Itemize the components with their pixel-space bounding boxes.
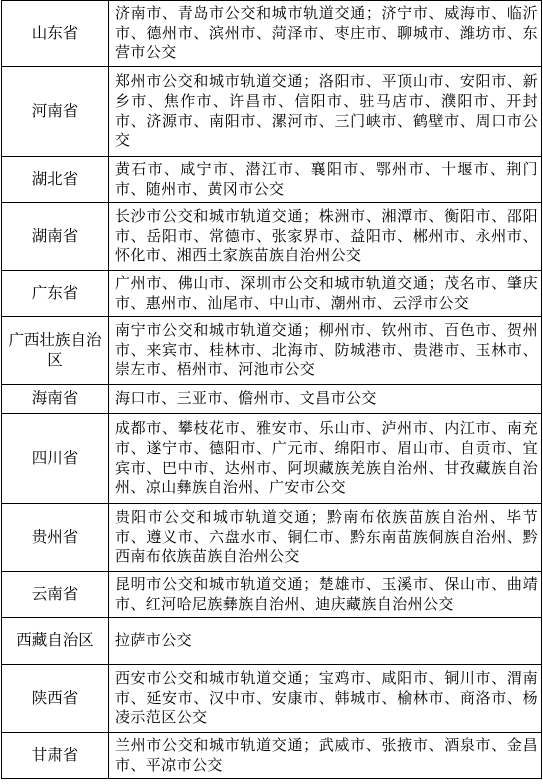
cities-cell: 西安市公交和城市轨道交通；宝鸡市、咸阳市、铜川市、渭南市、延安市、汉中市、安康市、韩城市、榆林市、商洛市、杨凌示范区公交 <box>109 665 542 733</box>
cities-cell: 兰州市公交和城市轨道交通；武威市、张掖市、酒泉市、金昌市、平凉市公交 <box>109 733 542 779</box>
cities-cell: 拉萨市公交 <box>109 618 542 665</box>
province-cell: 云南省 <box>2 572 109 618</box>
cities-cell: 郑州市公交和城市轨道交通；洛阳市、平顶山市、安阳市、新乡市、焦作市、许昌市、信阳市、驻马店市、濮阳市、开封市、济源市、南阳市、漯河市、三门峡市、鹤壁市、周口市公交 <box>109 67 542 157</box>
table-row <box>2 572 542 618</box>
table-row <box>2 665 542 733</box>
table-row <box>2 733 542 779</box>
cities-cell: 广州市、佛山市、深圳市公交和城市轨道交通；茂名市、肇庆市、惠州市、汕尾市、中山市、潮州市、云浮市公交 <box>109 271 542 317</box>
table-row <box>2 1 542 67</box>
table-row <box>2 271 542 317</box>
province-cell: 陕西省 <box>2 665 109 733</box>
cities-cell: 黄石市、咸宁市、潜江市、襄阳市、鄂州市、十堰市、荆门市、随州市、黄冈市公交 <box>109 157 542 203</box>
table-row <box>2 504 542 572</box>
province-cell: 山东省 <box>2 1 109 67</box>
table-row <box>2 618 542 665</box>
province-cell: 甘肃省 <box>2 733 109 779</box>
cities-cell: 济南市、青岛市公交和城市轨道交通；济宁市、威海市、临沂市、德州市、滨州市、菏泽市、枣庄市、聊城市、潍坊市、东营市公交 <box>109 1 542 67</box>
table-row <box>2 157 542 203</box>
table-row <box>2 317 542 385</box>
province-cell: 湖南省 <box>2 203 109 271</box>
cities-cell: 海口市、三亚市、儋州市、文昌市公交 <box>109 385 542 414</box>
table-row <box>2 414 542 504</box>
province-cell: 河南省 <box>2 67 109 157</box>
province-cell: 广西壮族自治区 <box>2 317 109 385</box>
province-cell: 海南省 <box>2 385 109 414</box>
table-row <box>2 67 542 157</box>
cities-cell: 南宁市公交和城市轨道交通；柳州市、钦州市、百色市、贺州市、来宾市、桂林市、北海市、防城港市、贵港市、玉林市、崇左市、梧州市、河池市公交 <box>109 317 542 385</box>
province-cell: 广东省 <box>2 271 109 317</box>
province-cell: 西藏自治区 <box>2 618 109 665</box>
province-cell: 四川省 <box>2 414 109 504</box>
province-city-transit-table <box>1 0 542 779</box>
table-row <box>2 385 542 414</box>
province-cell: 贵州省 <box>2 504 109 572</box>
cities-cell: 成都市、攀枝花市、雅安市、乐山市、泸州市、内江市、南充市、遂宁市、德阳市、广元市、绵阳市、眉山市、自贡市、宜宾市、巴中市、达州市、阿坝藏族羌族自治州、甘孜藏族自治州、凉山彝族自治州、广安市公交 <box>109 414 542 504</box>
province-cell: 湖北省 <box>2 157 109 203</box>
table-row <box>2 203 542 271</box>
cities-cell: 长沙市公交和城市轨道交通；株洲市、湘潭市、衡阳市、邵阳市、岳阳市、常德市、张家界市、益阳市、郴州市、永州市、怀化市、湘西土家族苗族自治州公交 <box>109 203 542 271</box>
cities-cell: 昆明市公交和城市轨道交通；楚雄市、玉溪市、保山市、曲靖市、红河哈尼族彝族自治州、迪庆藏族自治州公交 <box>109 572 542 618</box>
cities-cell: 贵阳市公交和城市轨道交通；黔南布依族苗族自治州、毕节市、遵义市、六盘水市、铜仁市、黔东南苗族侗族自治州、黔西南布依族苗族自治州公交 <box>109 504 542 572</box>
